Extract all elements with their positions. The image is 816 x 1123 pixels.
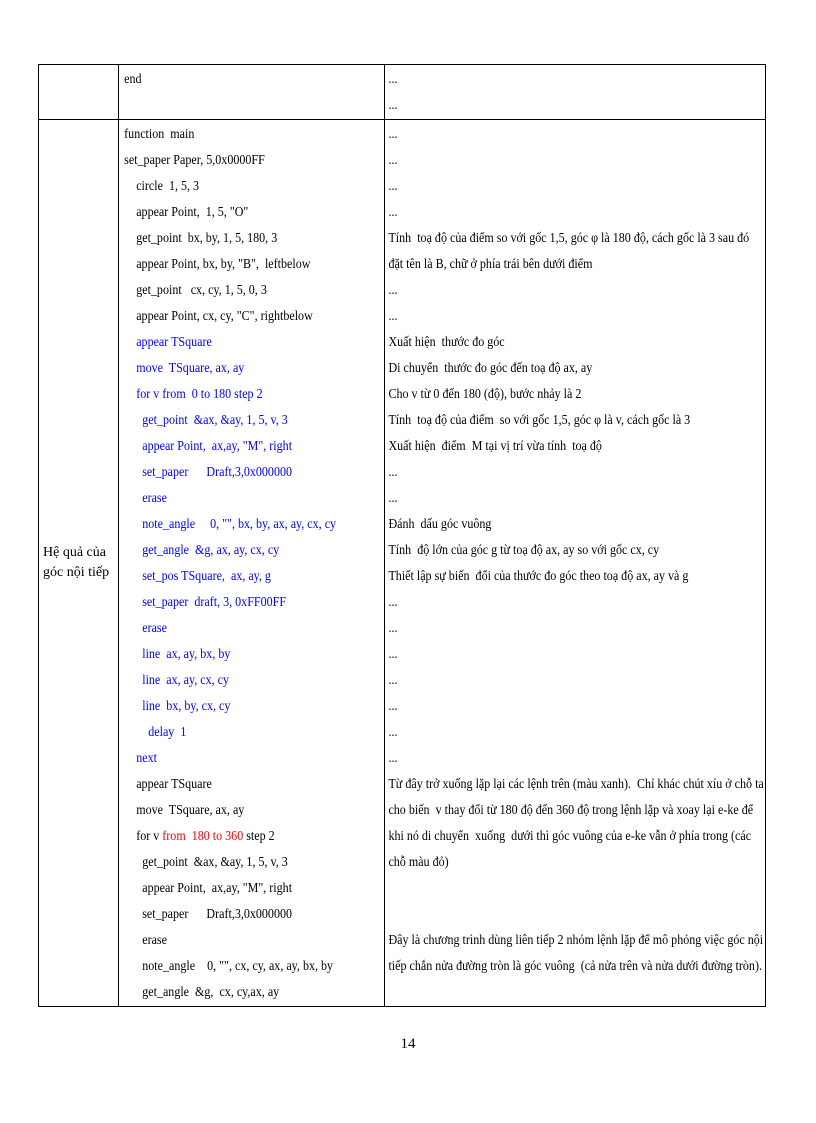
- code-line: appear Point, ax,ay, "M", right: [124, 881, 293, 896]
- description-line: ...: [388, 751, 398, 766]
- code-line: line bx, by, cx, cy: [124, 699, 231, 714]
- code-line: line ax, ay, cx, cy: [124, 673, 230, 688]
- description-line: ...: [388, 98, 398, 113]
- description-line: Thiết lập sự biến đổi của thước đo góc theo toạ độ ax, ay và g: [388, 569, 689, 584]
- description-line: Tính độ lớn của góc g từ toạ độ ax, ay so với gốc cx, cy: [388, 543, 660, 558]
- description-line: ...: [388, 491, 398, 506]
- code-line: appear Point, ax,ay, "M", right: [124, 439, 293, 454]
- code-line: move TSquare, ax, ay: [124, 361, 245, 376]
- code-line: erase: [124, 933, 167, 948]
- description-line: Từ đây trở xuống lặp lại các lệnh trên (màu xanh). Chỉ khác chút xíu ở chỗ ta: [388, 777, 764, 792]
- code-segment: from 180 to 360: [162, 829, 244, 844]
- description-line: khi nó di chuyển xuống dưới thì góc vuông của e-ke vẫn ở phía trong (các: [388, 829, 752, 844]
- code-line: set_paper Paper, 5,0x0000FF: [124, 153, 265, 168]
- code-line: for v from 0 to 180 step 2: [124, 387, 263, 402]
- row2-desc-cell: [385, 120, 766, 1007]
- code-line: set_paper draft, 3, 0xFF00FF: [124, 595, 287, 610]
- description-line: [385, 902, 768, 928]
- code-line: end: [124, 72, 142, 87]
- code-line: appear Point, cx, cy, "C", rightbelow: [124, 309, 313, 324]
- description-line: Xuất hiện điểm M tại vị trí vừa tính toạ độ: [388, 439, 602, 454]
- code-line: erase: [124, 621, 167, 636]
- code-explanation-table: [38, 64, 766, 1007]
- description-line: Di chuyển thước đo góc đến toạ độ ax, ay: [388, 361, 593, 376]
- code-lines: [119, 120, 384, 1006]
- description-line: ...: [388, 699, 398, 714]
- row1-desc-cell: [385, 65, 766, 120]
- code-line: set_pos TSquare, ax, ay, g: [124, 569, 271, 584]
- row2-label: Hệ quả của góc nội tiếp: [43, 545, 110, 580]
- row2-code-cell: [119, 120, 385, 1007]
- row1-code-cell: [119, 65, 385, 120]
- code-segment: step 2: [243, 829, 275, 844]
- description-line: Tính toạ độ của điểm so với gốc 1,5, góc φ là 180 độ, cách gốc là 3 sau đó: [388, 231, 750, 246]
- description-line: ...: [388, 595, 398, 610]
- description-line: ...: [388, 153, 398, 168]
- code-line: appear TSquare: [124, 777, 212, 792]
- code-line: erase: [124, 491, 167, 506]
- code-segment: for v: [124, 829, 163, 844]
- description-line: Đây là chương trình dùng liên tiếp 2 nhóm lệnh lặp để mô phỏng việc góc nội: [388, 933, 764, 948]
- description-line: ...: [388, 283, 398, 298]
- description-lines: [385, 120, 765, 1006]
- code-line: note_angle 0, "", bx, by, ax, ay, cx, cy: [124, 517, 337, 532]
- code-line: get_point &ax, &ay, 1, 5, v, 3: [124, 855, 288, 870]
- description-line: ...: [388, 465, 398, 480]
- code-line: appear TSquare: [124, 335, 212, 350]
- description-line: ...: [388, 647, 398, 662]
- description-line: đặt tên là B, chữ ở phía trái bên dưới điểm: [388, 257, 593, 272]
- code-line: set_paper Draft,3,0x000000: [124, 907, 293, 922]
- description-line: ...: [388, 179, 398, 194]
- row2-label-cell: [39, 120, 119, 1007]
- row1-label-cell: [39, 65, 119, 120]
- code-line: get_angle &g, cx, cy,ax, ay: [124, 985, 280, 1000]
- description-line: ...: [388, 673, 398, 688]
- description-line: Xuất hiện thước đo góc: [388, 335, 505, 350]
- description-line: tiếp chắn nửa đường tròn là góc vuông (cả nửa trên và nửa dưới đường tròn).: [388, 959, 762, 974]
- code-lines: [119, 65, 384, 93]
- code-line: get_angle &g, ax, ay, cx, cy: [124, 543, 280, 558]
- code-line: line ax, ay, bx, by: [124, 647, 231, 662]
- code-line: next: [124, 751, 157, 766]
- description-line: ...: [388, 725, 398, 740]
- table-row: [39, 120, 766, 1007]
- description-line: [385, 876, 768, 902]
- description-line: ...: [388, 205, 398, 220]
- code-line: get_point cx, cy, 1, 5, 0, 3: [124, 283, 267, 298]
- description-line: Cho v từ 0 đến 180 (độ), bước nhảy là 2: [388, 387, 582, 402]
- description-line: ...: [388, 72, 398, 87]
- description-line: chỗ màu đỏ): [388, 855, 449, 870]
- page-number: 14: [400, 1036, 416, 1052]
- description-line: ...: [388, 309, 398, 324]
- description-lines: [385, 65, 765, 119]
- code-line: [119, 824, 389, 850]
- code-line: delay 1: [124, 725, 187, 740]
- description-line: Đánh dấu góc vuông: [388, 517, 492, 532]
- code-line: function main: [124, 127, 195, 142]
- code-line: appear Point, 1, 5, "O": [124, 205, 249, 220]
- code-line: set_paper Draft,3,0x000000: [124, 465, 293, 480]
- code-line: move TSquare, ax, ay: [124, 803, 245, 818]
- code-line: get_point bx, by, 1, 5, 180, 3: [124, 231, 278, 246]
- description-line: cho biến v thay đổi từ 180 độ đến 360 độ trong lệnh lặp và xoay lại e-ke để: [388, 803, 754, 818]
- code-line: note_angle 0, "", cx, cy, ax, ay, bx, by: [124, 959, 334, 974]
- description-line: ...: [388, 621, 398, 636]
- table-row: [39, 65, 766, 120]
- code-line: get_point &ax, &ay, 1, 5, v, 3: [124, 413, 288, 428]
- description-line: Tính toạ độ của điểm so với gốc 1,5, góc φ là v, cách gốc là 3: [388, 413, 691, 428]
- code-line: circle 1, 5, 3: [124, 179, 200, 194]
- code-line: appear Point, bx, by, "B", leftbelow: [124, 257, 311, 272]
- description-line: [385, 980, 768, 1006]
- description-line: ...: [388, 127, 398, 142]
